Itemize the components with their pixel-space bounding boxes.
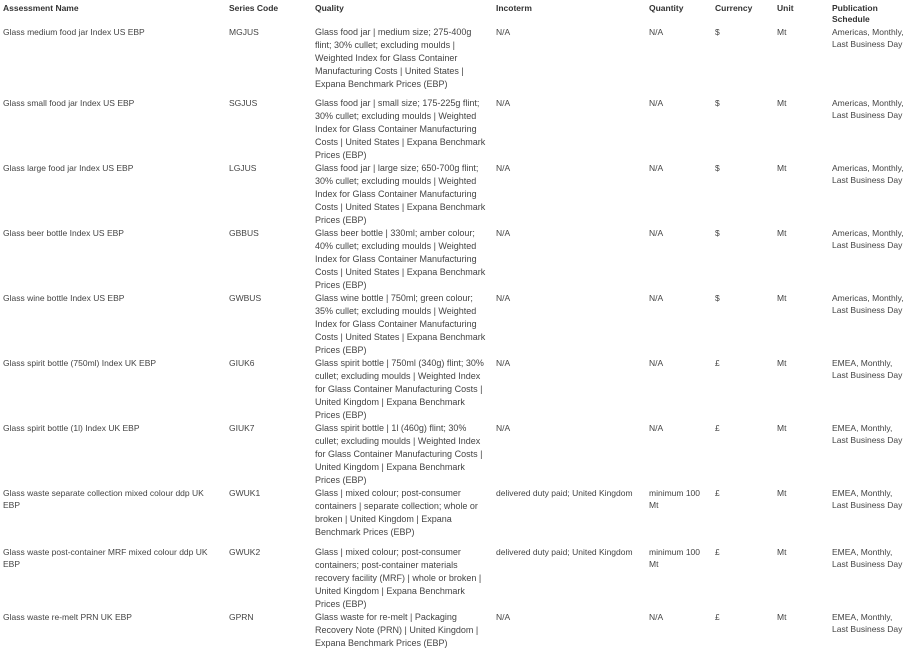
cell-series-code: GWUK1 — [229, 488, 261, 498]
table-row — [0, 97, 912, 162]
cell-quantity: N/A — [649, 358, 664, 368]
cell-incoterm: N/A — [496, 358, 511, 368]
cell-incoterm: N/A — [496, 163, 511, 173]
cell-assessment-name: Glass waste post-container MRF mixed colour ddp UK EBP — [3, 547, 208, 569]
cell-currency: £ — [715, 423, 720, 433]
table-row — [0, 292, 912, 357]
cell-incoterm: delivered duty paid; United Kingdom — [496, 547, 633, 557]
cell-publication-schedule: Americas, Monthly, Last Business Day — [832, 163, 904, 185]
cell-series-code: SGJUS — [229, 98, 258, 108]
cell-unit: Mt — [777, 27, 787, 37]
cell-currency: £ — [715, 612, 720, 622]
cell-quality: Glass food jar | large size; 650-700g flint; 30% cullet; excluding moulds | Weighted Index for Glass Container Manufacturing Costs | United States | Expana Benchmark Prices (EBP) — [315, 163, 486, 225]
cell-quality: Glass waste for re-melt | Packaging Recovery Note (PRN) | United Kingdom | Expana Benchmark Prices (EBP) — [315, 612, 479, 648]
header-assessment-name: Assessment Name — [3, 3, 79, 13]
cell-publication-schedule: Americas, Monthly, Last Business Day — [832, 27, 904, 49]
table-row — [0, 611, 912, 656]
cell-currency: $ — [715, 98, 720, 108]
table-row — [0, 546, 912, 611]
header-quality: Quality — [315, 3, 344, 13]
cell-unit: Mt — [777, 293, 787, 303]
cell-currency: $ — [715, 163, 720, 173]
cell-unit: Mt — [777, 163, 787, 173]
table-row — [0, 26, 912, 97]
cell-quality: Glass wine bottle | 750ml; green colour; 35% cullet; excluding moulds | Weighted Index for Glass Container Manufacturing Costs | United States | Expana Benchmark Prices (EBP) — [315, 293, 486, 355]
cell-publication-schedule: EMEA, Monthly, Last Business Day — [832, 488, 903, 510]
header-publication-schedule: Publication Schedule — [832, 3, 878, 24]
cell-assessment-name: Glass small food jar Index US EBP — [3, 98, 135, 108]
cell-quantity: N/A — [649, 98, 664, 108]
header-incoterm: Incoterm — [496, 3, 532, 13]
cell-unit: Mt — [777, 488, 787, 498]
cell-incoterm: N/A — [496, 293, 511, 303]
cell-assessment-name: Glass waste re-melt PRN UK EBP — [3, 612, 132, 622]
cell-unit: Mt — [777, 547, 787, 557]
cell-incoterm: N/A — [496, 98, 511, 108]
cell-series-code: GPRN — [229, 612, 254, 622]
header-quantity: Quantity — [649, 3, 684, 13]
table-row — [0, 227, 912, 292]
cell-publication-schedule: EMEA, Monthly, Last Business Day — [832, 547, 903, 569]
cell-quality: Glass | mixed colour; post-consumer containers; post-container materials recovery facility (MRF) | whole or broken | United Kingdom | Expana Benchmark Prices (EBP) — [315, 547, 482, 609]
cell-publication-schedule: EMEA, Monthly, Last Business Day — [832, 612, 903, 634]
cell-quantity: N/A — [649, 293, 664, 303]
header-unit: Unit — [777, 3, 794, 13]
table-row — [0, 357, 912, 422]
cell-currency: $ — [715, 293, 720, 303]
cell-series-code: GIUK6 — [229, 358, 255, 368]
cell-assessment-name: Glass spirit bottle (1l) Index UK EBP — [3, 423, 140, 433]
cell-quality: Glass beer bottle | 330ml; amber colour; 40% cullet; excluding moulds | Weighted Index for Glass Container Manufacturing Costs | United States | Expana Benchmark Prices (EBP) — [315, 228, 486, 290]
cell-assessment-name: Glass beer bottle Index US EBP — [3, 228, 124, 238]
cell-unit: Mt — [777, 358, 787, 368]
cell-series-code: GWBUS — [229, 293, 262, 303]
table-row — [0, 487, 912, 546]
header-series-code: Series Code — [229, 3, 279, 13]
cell-quality: Glass food jar | medium size; 275-400g flint; 30% cullet; excluding moulds | Weighted Index for Glass Container Manufacturing Costs | United States | Expana Benchmark Prices (EBP) — [315, 27, 472, 89]
cell-series-code: LGJUS — [229, 163, 257, 173]
cell-unit: Mt — [777, 423, 787, 433]
table-row — [0, 162, 912, 227]
table-row — [0, 422, 912, 487]
cell-quality: Glass spirit bottle | 1l (460g) flint; 30% cullet; excluding moulds | Weighted Index for Glass Container Manufacturing Costs | United Kingdom | Expana Benchmark Prices (EBP) — [315, 423, 483, 485]
cell-quality: Glass food jar | small size; 175-225g flint; 30% cullet; excluding moulds | Weighted Index for Glass Container Manufacturing Costs | United States | Expana Benchmark Prices (EBP) — [315, 98, 486, 160]
cell-publication-schedule: EMEA, Monthly, Last Business Day — [832, 358, 903, 380]
cell-quantity: N/A — [649, 228, 664, 238]
cell-publication-schedule: Americas, Monthly, Last Business Day — [832, 293, 904, 315]
cell-series-code: GWUK2 — [229, 547, 261, 557]
cell-unit: Mt — [777, 612, 787, 622]
cell-assessment-name: Glass spirit bottle (750ml) Index UK EBP — [3, 358, 157, 368]
cell-incoterm: delivered duty paid; United Kingdom — [496, 488, 633, 498]
cell-currency: £ — [715, 488, 720, 498]
cell-unit: Mt — [777, 98, 787, 108]
cell-unit: Mt — [777, 228, 787, 238]
cell-quantity: N/A — [649, 163, 664, 173]
cell-series-code: MGJUS — [229, 27, 259, 37]
cell-quantity: minimum 100 Mt — [649, 547, 701, 569]
cell-quality: Glass | mixed colour; post-consumer containers | separate collection; whole or broken | United Kingdom | Expana Benchmark Prices (EBP) — [315, 488, 478, 537]
cell-publication-schedule: EMEA, Monthly, Last Business Day — [832, 423, 903, 445]
cell-quantity: minimum 100 Mt — [649, 488, 701, 510]
cell-quantity: N/A — [649, 27, 664, 37]
cell-currency: $ — [715, 228, 720, 238]
header-currency: Currency — [715, 3, 753, 13]
cell-quality: Glass spirit bottle | 750ml (340g) flint; 30% cullet; excluding moulds | Weighted Index for Glass Container Manufacturing Costs | United Kingdom | Expana Benchmark Prices (EBP) — [315, 358, 484, 420]
cell-quantity: N/A — [649, 423, 664, 433]
cell-assessment-name: Glass large food jar Index US EBP — [3, 163, 134, 173]
cell-incoterm: N/A — [496, 27, 511, 37]
cell-incoterm: N/A — [496, 228, 511, 238]
table-header-row — [0, 0, 912, 26]
cell-assessment-name: Glass waste separate collection mixed colour ddp UK EBP — [3, 488, 204, 510]
cell-incoterm: N/A — [496, 423, 511, 433]
cell-series-code: GBBUS — [229, 228, 259, 238]
cell-incoterm: N/A — [496, 612, 511, 622]
cell-assessment-name: Glass wine bottle Index US EBP — [3, 293, 125, 303]
cell-publication-schedule: Americas, Monthly, Last Business Day — [832, 98, 904, 120]
cell-currency: $ — [715, 27, 720, 37]
cell-series-code: GIUK7 — [229, 423, 255, 433]
cell-publication-schedule: Americas, Monthly, Last Business Day — [832, 228, 904, 250]
cell-assessment-name: Glass medium food jar Index US EBP — [3, 27, 145, 37]
cell-currency: £ — [715, 547, 720, 557]
cell-quantity: N/A — [649, 612, 664, 622]
cell-currency: £ — [715, 358, 720, 368]
